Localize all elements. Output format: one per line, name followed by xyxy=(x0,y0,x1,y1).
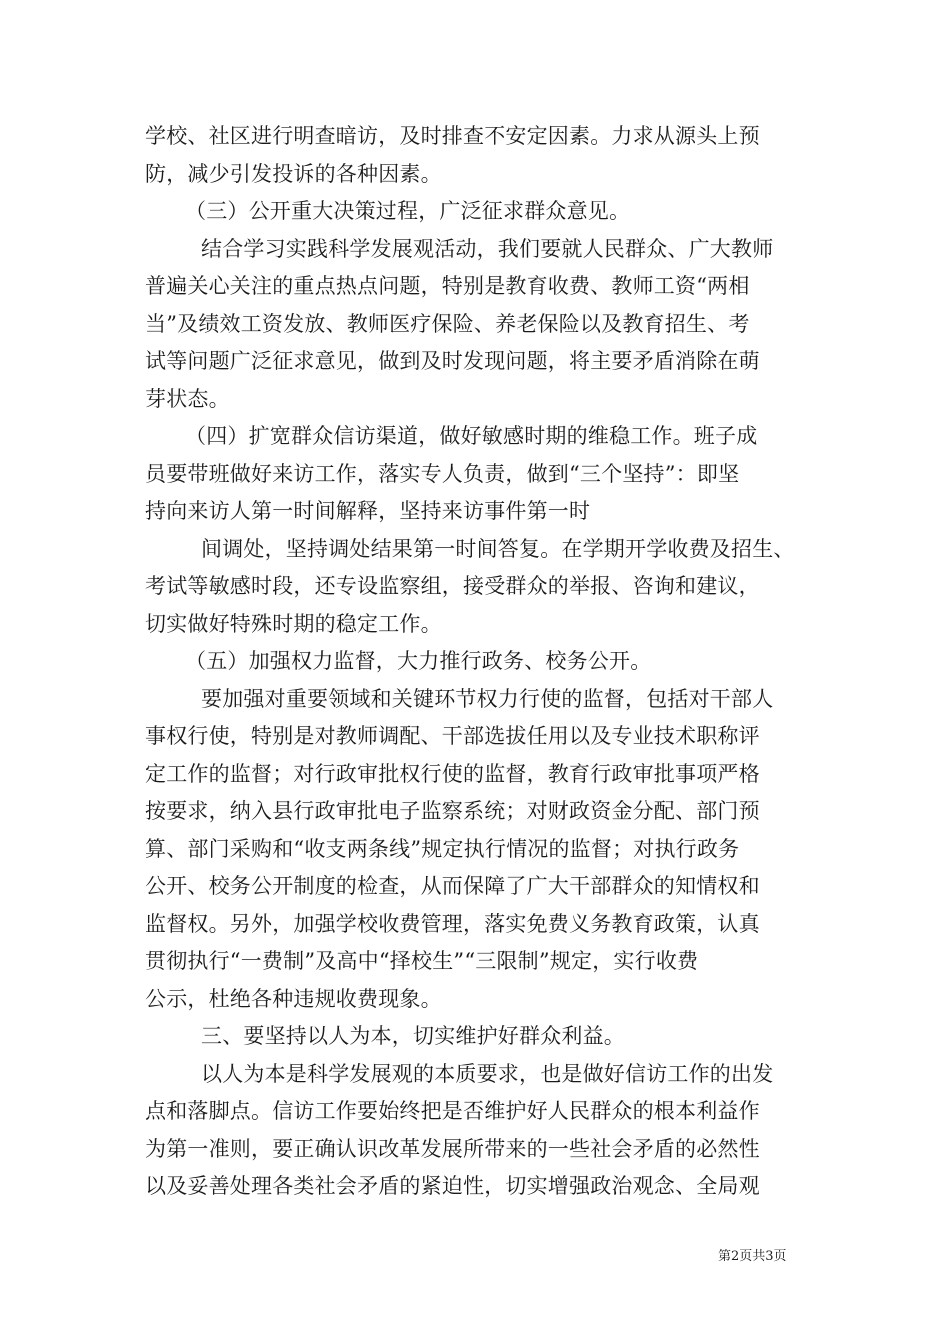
text-line: 定工作的监督；对行政审批权行使的监督，教育行政审批事项严格 xyxy=(145,761,760,786)
text-line: 当”及绩效工资发放、教师医疗保险、养老保险以及教育招生、考 xyxy=(145,311,750,336)
text-line: 切实做好特殊时期的稳定工作。 xyxy=(145,611,442,636)
text-line: 员要带班做好来访工作，落实专人负责，做到“三个坚持”：即坚 xyxy=(145,461,740,486)
text-line: 点和落脚点。信访工作要始终把是否维护好人民群众的根本利益作 xyxy=(145,1099,760,1123)
text-line: 事权行使，特别是对教师调配、干部选拔任用以及专业技术职称评 xyxy=(145,724,760,748)
text-line: 考试等敏感时段，还专设监察组，接受群众的举报、咨询和建议， xyxy=(145,574,760,598)
text-line: 学校、社区进行明查暗访，及时排查不安定因素。力求从源头上预 xyxy=(145,124,760,148)
text-line: （四）扩宽群众信访渠道，做好敏感时期的维稳工作。班子成 xyxy=(185,424,758,448)
text-line: 贯彻执行“一费制”及高中“择校生”“三限制”规定，实行收费 xyxy=(145,949,699,973)
text-line: 防，减少引发投诉的各种因素。 xyxy=(145,161,442,186)
text-line: 试等问题广泛征求意见，做到及时发现问题，将主要矛盾消除在萌 xyxy=(145,349,760,373)
text-line: 普遍关心关注的重点热点问题，特别是教育收费、教师工资“两相 xyxy=(145,274,750,298)
text-line: 间调处，坚持调处结果第一时间答复。在学期开学收费及招生、 xyxy=(201,536,795,561)
text-line: 芽状态。 xyxy=(145,386,230,411)
text-line: 公开、校务公开制度的检查，从而保障了广大干部群众的知情权和 xyxy=(145,874,760,898)
document-body xyxy=(145,118,810,1206)
text-line: 监督权。另外，加强学校收费管理，落实免费义务教育政策，认真 xyxy=(145,911,760,936)
text-line: 按要求，纳入县行政审批电子监察系统；对财政资金分配、部门预 xyxy=(145,799,760,823)
text-line: 三、要坚持以人为本，切实维护好群众利益。 xyxy=(201,1024,625,1048)
page-number-footer: 第2页共3页 xyxy=(718,1249,787,1264)
text-line: 算、部门采购和“收支两条线”规定执行情况的监督；对执行政务 xyxy=(145,836,740,861)
text-line: 持向来访人第一时间解释，坚持来访事件第一时 xyxy=(145,499,591,523)
text-line: 为第一准则，要正确认识改革发展所带来的一些社会矛盾的必然性 xyxy=(145,1136,760,1161)
text-line: 公示，杜绝各种违规收费现象。 xyxy=(145,986,442,1011)
text-line: （三）公开重大决策过程，广泛征求群众意见。 xyxy=(185,199,631,223)
text-line: 要加强对重要领域和关键环节权力行使的监督，包括对干部人 xyxy=(201,686,774,711)
text-line: 以人为本是科学发展观的本质要求，也是做好信访工作的出发 xyxy=(201,1061,774,1086)
text-line: 结合学习实践科学发展观活动，我们要就人民群众、广大教师 xyxy=(201,236,774,261)
text-line: 以及妥善处理各类社会矛盾的紧迫性，切实增强政治观念、全局观 xyxy=(145,1174,760,1198)
text-line: （五）加强权力监督，大力推行政务、校务公开。 xyxy=(185,649,652,673)
